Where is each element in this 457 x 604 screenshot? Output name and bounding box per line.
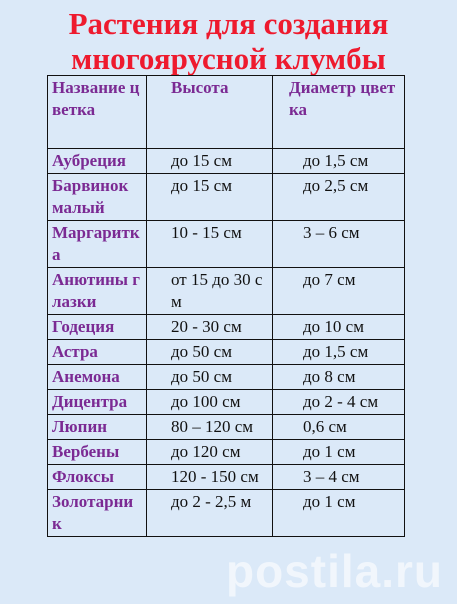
- cell-height: 120 - 150 см: [147, 465, 273, 490]
- table-row: [48, 221, 405, 268]
- table-row: [48, 174, 405, 221]
- cell-height: до 50 см: [147, 340, 273, 365]
- cell-height: до 2 - 2,5 м: [147, 490, 273, 537]
- watermark: postila.ru: [225, 545, 443, 597]
- cell-height: 20 - 30 см: [147, 315, 273, 340]
- header-name: Название цветка: [48, 76, 147, 149]
- cell-diameter: 3 – 4 см: [273, 465, 405, 490]
- cell-height: до 100 см: [147, 390, 273, 415]
- table-row: [48, 440, 405, 465]
- cell-diameter: до 1,5 см: [273, 149, 405, 174]
- table-row: [48, 415, 405, 440]
- page-title: [0, 6, 457, 76]
- cell-name: Барвинок малый: [48, 174, 147, 221]
- header-height: Высота: [147, 76, 273, 149]
- cell-height: до 15 см: [147, 149, 273, 174]
- cell-diameter: до 1 см: [273, 490, 405, 537]
- cell-name: Аубреция: [48, 149, 147, 174]
- cell-height: до 120 см: [147, 440, 273, 465]
- cell-height: до 50 см: [147, 365, 273, 390]
- cell-diameter: до 2,5 см: [273, 174, 405, 221]
- table-row: [48, 340, 405, 365]
- table-body: [48, 149, 405, 537]
- table-row: [48, 315, 405, 340]
- cell-diameter: до 1 см: [273, 440, 405, 465]
- plants-table: [47, 75, 405, 537]
- cell-name: Вербены: [48, 440, 147, 465]
- cell-name: Астра: [48, 340, 147, 365]
- cell-diameter: до 1,5 см: [273, 340, 405, 365]
- cell-diameter: 0,6 см: [273, 415, 405, 440]
- cell-diameter: до 2 - 4 см: [273, 390, 405, 415]
- cell-diameter: 3 – 6 см: [273, 221, 405, 268]
- table-row: [48, 465, 405, 490]
- table-header-row: [48, 76, 405, 149]
- cell-height: 10 - 15 см: [147, 221, 273, 268]
- title-line-2: многоярусной клумбы: [71, 41, 386, 76]
- cell-name: Годеция: [48, 315, 147, 340]
- table-row: [48, 149, 405, 174]
- table-row: [48, 490, 405, 537]
- cell-diameter: до 8 см: [273, 365, 405, 390]
- cell-name: Люпин: [48, 415, 147, 440]
- cell-name: Дицентра: [48, 390, 147, 415]
- cell-diameter: до 10 см: [273, 315, 405, 340]
- header-diameter: Диаметр цветка: [273, 76, 405, 149]
- cell-name: Анютины глазки: [48, 268, 147, 315]
- cell-name: Маргаритка: [48, 221, 147, 268]
- cell-name: Золотарник: [48, 490, 147, 537]
- cell-height: от 15 до 30 см: [147, 268, 273, 315]
- title-line-1: Растения для создания: [68, 6, 389, 41]
- table-row: [48, 268, 405, 315]
- cell-height: 80 – 120 см: [147, 415, 273, 440]
- cell-height: до 15 см: [147, 174, 273, 221]
- table-row: [48, 365, 405, 390]
- table-row: [48, 390, 405, 415]
- cell-name: Анемона: [48, 365, 147, 390]
- cell-diameter: до 7 см: [273, 268, 405, 315]
- cell-name: Флоксы: [48, 465, 147, 490]
